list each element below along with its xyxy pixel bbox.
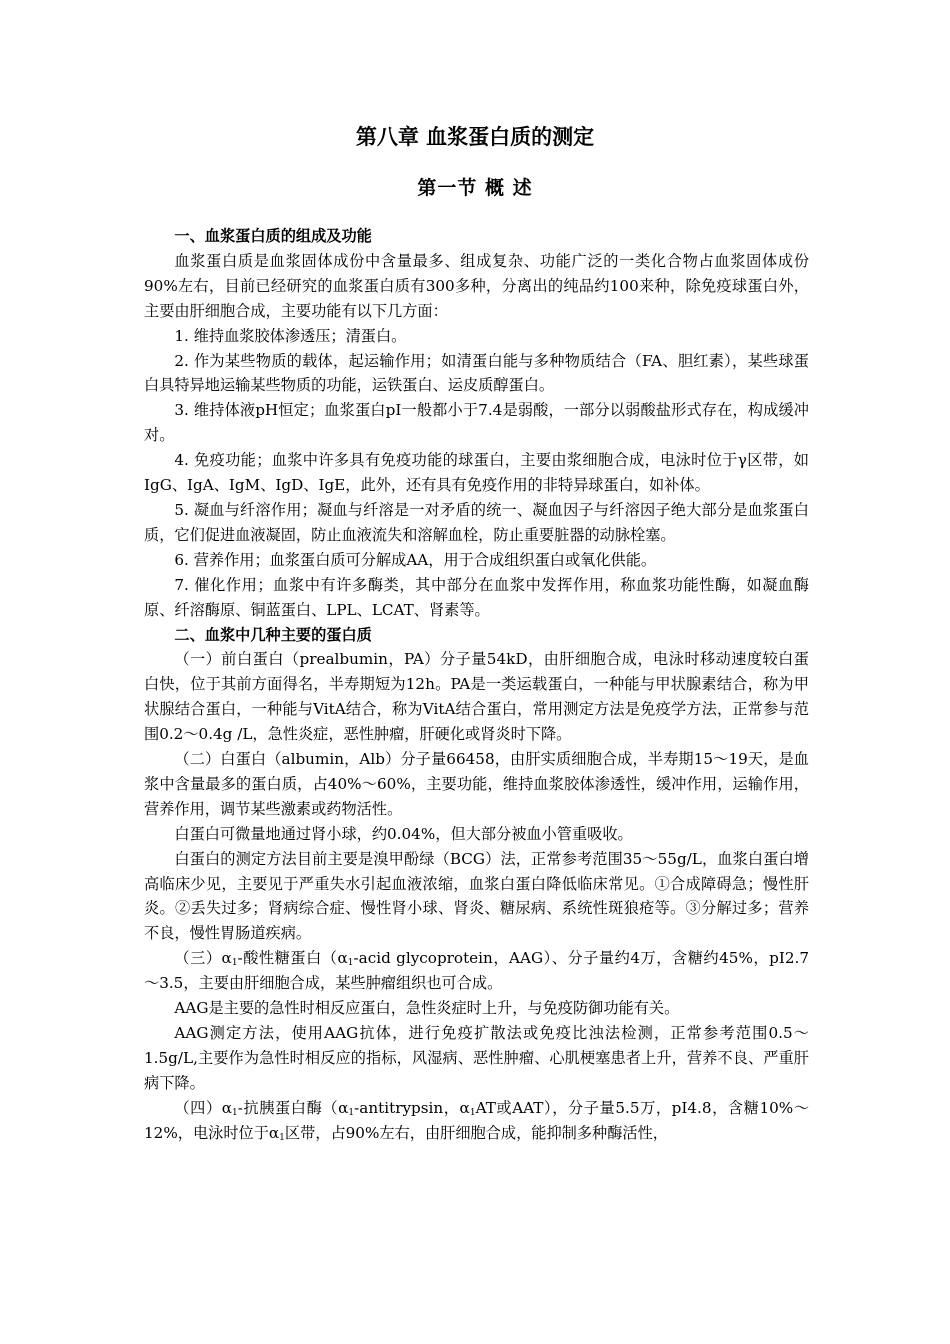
subscript: 1 (469, 1107, 476, 1118)
subscript: 1 (348, 1107, 355, 1118)
subscript: 1 (347, 958, 354, 969)
paragraph-function-7: 7. 催化作用；血浆中有许多酶类，其中部分在血浆中发挥作用，称血浆功能性酶，如凝血酶原、纤溶酶原、铜蓝蛋白、LPL、LCAT、肾素等。 (144, 575, 809, 619)
paragraph-aag-2: AAG是主要的急性时相反应蛋白，急性炎症时上升，与免疫防御功能有关。 (174, 999, 680, 1018)
paragraph-function-6: 6. 营养作用；血浆蛋白质可分解成AA，用于合成组织蛋白或氧化供能。 (174, 550, 657, 569)
aat-text-b: -抗胰蛋白酶（α (237, 1098, 349, 1117)
paragraph-intro: 血浆蛋白质是血浆固体成份中含量最多、组成复杂、功能广泛的一类化合物占血浆固体成份90%左右，目前已经研究的血浆蛋白质有300多种，分离出的纯品约100来种，除免疫球蛋白外，主要由肝细胞合成，主要功能有以下几方面： (144, 251, 809, 320)
aat-text-e: 区带，占90%左右，由肝细胞合成，能抑制多种酶活性， (284, 1123, 668, 1142)
paragraph-albumin-3: 白蛋白的测定方法目前主要是溴甲酚绿（BCG）法，正常参考范围35～55g/L，血浆白蛋白增高临床少见，主要见于严重失水引起血液浓缩，血浆白蛋白降低临床常见。①合成障碍急；慢性肝炎。②丢失过多；肾病综合症、慢性肾小球、肾炎、糖尿病、系统性斑狼疮等。③分解过多；营养不良，慢性胃肠道疾病。 (144, 849, 809, 943)
paragraph-albumin-1: （二）白蛋白（albumin，Alb）分子量66458，由肝实质细胞合成，半寿期15～19天，是血浆中含量最多的蛋白质，占40%～60%，主要功能，维持血浆胶体渗透性，缓冲作用，运输作用，营养作用，调节某些激素或药物活性。 (144, 750, 809, 818)
chapter-title: 第八章 血浆蛋白质的测定 (355, 125, 595, 149)
aag-text-b: -酸性糖蛋白（α (237, 949, 348, 968)
document-body (144, 224, 809, 1146)
paragraph-function-2: 2. 作为某些物质的载体，起运输作用；如清蛋白能与多种物质结合（FA、胆红素），某些球蛋白具特异地运输某些物质的功能，运铁蛋白、运皮质醇蛋白。 (144, 351, 809, 395)
paragraph-aat (144, 1096, 809, 1146)
section-title: 第一节 概 述 (417, 177, 533, 199)
subscript: 1 (279, 1132, 285, 1143)
aat-text-d: AT或AAT），分子量5.5万，pI4.8，含糖10%～12%，电泳时位于α (144, 1098, 810, 1142)
aag-text-a: （三）α (174, 949, 232, 968)
heading-major-proteins: 二、血浆中几种主要的蛋白质 (174, 625, 372, 644)
heading-composition-function: 一、血浆蛋白质的组成及功能 (174, 227, 372, 245)
paragraph-function-4: 4. 免疫功能；血浆中许多具有免疫功能的球蛋白，主要由浆细胞合成，电泳时位于γ区带，如IgG、IgA、IgM、IgD、IgE，此外，还有具有免疫作用的非特异球蛋白，如补体。 (144, 451, 809, 495)
paragraph-aag-3: AAG测定方法，使用AAG抗体，进行免疫扩散法或免疫比浊法检测，正常参考范围0.5～1.5g/L,主要作为急性时相反应的指标，风湿病、恶性肿瘤、心肌梗塞患者上升，营养不良、严重肝病下降。 (144, 1024, 809, 1092)
subscript: 1 (232, 1107, 238, 1118)
paragraph-function-1: 1. 维持血浆胶体渗透压；清蛋白。 (174, 326, 407, 345)
aat-text-c: -antitrypsin，α (354, 1098, 470, 1117)
subscript: 1 (231, 958, 238, 969)
paragraph-albumin-2: 白蛋白可微量地通过肾小球，约0.04%，但大部分被血小管重吸收。 (174, 824, 633, 843)
paragraph-function-5: 5. 凝血与纤溶作用；凝血与纤溶是一对矛盾的统一、凝血因子与纤溶因子绝大部分是血浆蛋白质，它们促进血液凝固，防止血液流失和溶解血栓，防止重要脏器的动脉栓塞。 (144, 500, 809, 544)
paragraph-function-3: 3. 维持体液pH恒定；血浆蛋白pI一般都小于7.4是弱酸，一部分以弱酸盐形式存在，构成缓冲对。 (144, 401, 809, 445)
aag-text-c: -acid glycoprotein，AAG）、分子量约4万，含糖约45%，pI2.7～3.5，主要由肝细胞合成，某些肿瘤组织也可合成。 (144, 949, 810, 993)
paragraph-aag-1 (144, 946, 809, 996)
aat-text-a: （四）α (174, 1098, 232, 1117)
paragraph-prealbumin: （一）前白蛋白（prealbumin，PA）分子量54kD，由肝细胞合成，电泳时移动速度较白蛋白快，位于其前方面得名，半寿期短为12h。PA是一类运载蛋白，一种能与甲状腺素结合，称为甲状腺结合蛋白，一种能与VitA结合，称为VitA结合蛋白，常用测定方法是免疫学方法，正常参与范围0.2～0.4g /L，急性炎症，恶性肿瘤，肝硬化或肾炎时下降。 (144, 650, 809, 744)
